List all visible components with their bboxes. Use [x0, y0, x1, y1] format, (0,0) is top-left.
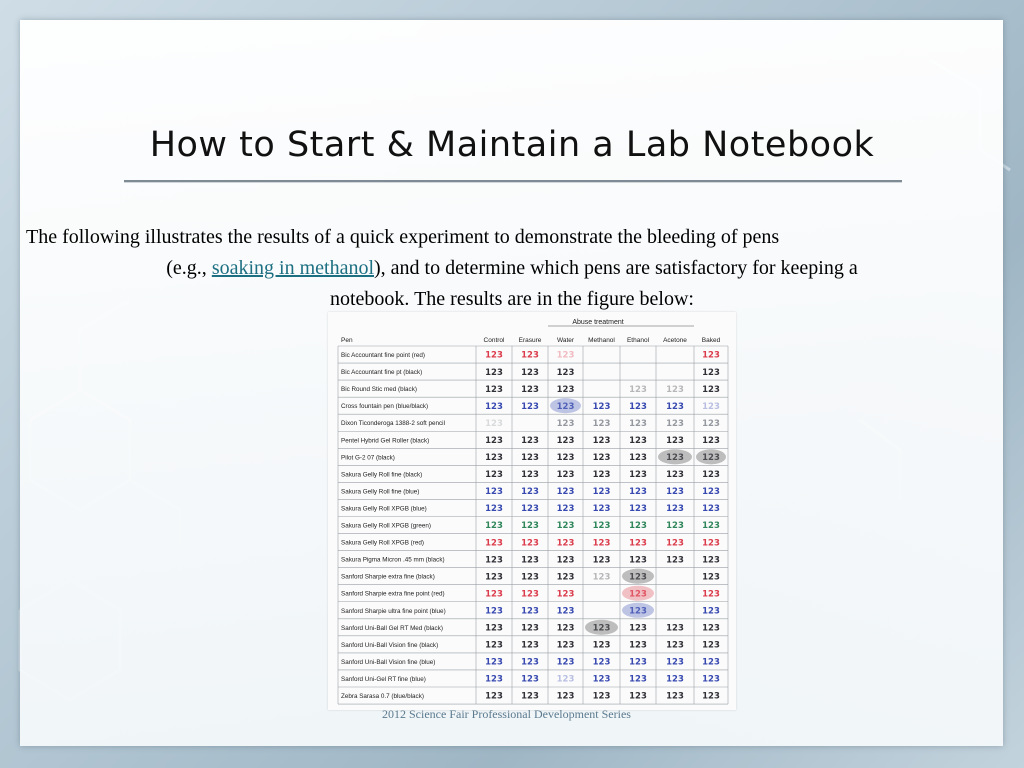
pen-sample: 123 — [485, 572, 503, 583]
pen-sample: 123 — [485, 674, 503, 685]
pen-sample: 123 — [556, 555, 575, 566]
pen-sample: 123 — [592, 555, 611, 566]
pen-sample: 123 — [629, 470, 647, 481]
pen-sample: 123 — [485, 384, 503, 395]
pen-sample: 123 — [556, 401, 575, 412]
pen-sample: 123 — [666, 674, 684, 685]
pen-name: Bic Accountant fine pt (black) — [341, 369, 423, 377]
pen-sample: 123 — [666, 657, 684, 668]
pen-sample: 123 — [485, 453, 503, 464]
pen-sample: 123 — [521, 589, 539, 600]
pen-sample: 123 — [629, 435, 647, 446]
soaking-in-methanol-link[interactable]: soaking in methanol — [211, 257, 375, 279]
pen-sample: 123 — [556, 350, 575, 361]
pen-name: Pentel Hybrid Gel Roller (black) — [341, 437, 430, 445]
pen-sample: 123 — [521, 521, 539, 532]
pen-sample: 123 — [485, 504, 503, 515]
pen-sample: 123 — [485, 367, 503, 378]
paragraph-prefix: (e.g., — [166, 257, 212, 279]
pen-name: Cross fountain pen (blue/black) — [341, 403, 429, 411]
pen-sample: 123 — [702, 401, 720, 412]
pen-sample: 123 — [629, 487, 647, 498]
pen-sample: 123 — [521, 435, 539, 446]
slide-footer: 2012 Science Fair Professional Development Series — [382, 707, 631, 721]
pen-sample: 123 — [485, 657, 503, 668]
pen-sample: 123 — [556, 418, 575, 429]
pen-sample: 123 — [556, 657, 575, 668]
pen-sample: 123 — [592, 504, 611, 515]
pen-sample: 123 — [556, 487, 575, 498]
pen-sample: 123 — [666, 538, 684, 549]
pen-sample: 123 — [629, 589, 647, 600]
pen-sample: 123 — [592, 623, 611, 634]
paragraph-after-link: ), and to determine which pens are satisfactory for keeping a — [374, 257, 858, 279]
pen-sample: 123 — [592, 538, 611, 549]
pen-sample: 123 — [592, 487, 611, 498]
pen-sample: 123 — [485, 555, 503, 566]
pen-sample: 123 — [702, 572, 720, 583]
pen-name: Sanford Sharpie extra fine (black) — [341, 573, 435, 581]
pen-sample: 123 — [592, 521, 611, 532]
pen-sample: 123 — [629, 384, 647, 395]
pen-sample: 123 — [702, 623, 720, 634]
column-header-erasure: Erasure — [518, 337, 542, 344]
pen-sample: 123 — [702, 606, 720, 617]
pen-sample: 123 — [521, 401, 539, 412]
pen-sample: 123 — [485, 435, 503, 446]
pen-sample: 123 — [702, 453, 720, 464]
pen-name: Sanford Uni-Ball Vision fine (blue) — [341, 658, 436, 666]
pen-sample: 123 — [629, 521, 647, 532]
pen-sample: 123 — [666, 521, 684, 532]
pen-sample: 123 — [702, 350, 720, 361]
pen-sample: 123 — [521, 384, 539, 395]
pen-sample: 123 — [521, 674, 539, 685]
pen-sample: 123 — [485, 487, 503, 498]
pen-sample: 123 — [702, 435, 720, 446]
paragraph-line-3: notebook. The results are in the figure below: — [330, 288, 694, 310]
pen-sample: 123 — [666, 401, 684, 412]
pen-sample: 123 — [629, 538, 647, 549]
pen-sample: 123 — [666, 504, 684, 515]
pen-name: Sakura Gelly Roll fine (black) — [341, 471, 423, 479]
pen-sample: 123 — [485, 623, 503, 634]
pen-sample: 123 — [629, 504, 647, 515]
pen-sample: 123 — [521, 555, 539, 566]
pen-sample: 123 — [629, 572, 647, 583]
pen-sample: 123 — [521, 640, 539, 651]
pen-sample: 123 — [592, 401, 611, 412]
pen-sample: 123 — [556, 384, 575, 395]
pen-sample: 123 — [485, 401, 503, 412]
slide-paragraph — [26, 222, 998, 315]
pen-sample: 123 — [556, 504, 575, 515]
title-divider — [124, 180, 902, 182]
pen-sample: 123 — [702, 487, 720, 498]
pen-sample: 123 — [702, 418, 720, 429]
pen-name: Dixon Ticonderoga 1388-2 soft pencil — [341, 420, 445, 428]
pen-sample: 123 — [702, 657, 720, 668]
pen-sample: 123 — [485, 691, 503, 702]
pen-sample: 123 — [702, 367, 720, 378]
pen-sample: 123 — [556, 640, 575, 651]
pen-sample: 123 — [592, 657, 611, 668]
pen-sample: 123 — [521, 470, 539, 481]
column-header-pen: Pen — [341, 337, 353, 344]
pen-sample: 123 — [521, 657, 539, 668]
pen-sample: 123 — [485, 470, 503, 481]
column-header-control: Control — [483, 337, 505, 344]
pen-sample: 123 — [702, 555, 720, 566]
pen-name: Sakura Gelly Roll XPGB (green) — [341, 522, 431, 530]
pen-sample: 123 — [592, 572, 611, 583]
pen-sample: 123 — [629, 555, 647, 566]
pen-sample: 123 — [485, 606, 503, 617]
pen-sample: 123 — [521, 350, 539, 361]
pen-name: Sanford Uni-Ball Gel RT Med (black) — [341, 624, 443, 632]
pen-name: Sakura Gelly Roll XPGB (blue) — [341, 505, 427, 513]
pen-name: Bic Accountant fine point (red) — [341, 352, 426, 360]
pen-test-table — [328, 312, 736, 710]
pen-sample: 123 — [521, 691, 539, 702]
pen-sample: 123 — [666, 640, 684, 651]
pen-sample: 123 — [592, 470, 611, 481]
pen-sample: 123 — [521, 623, 539, 634]
pen-sample: 123 — [556, 691, 575, 702]
pen-sample: 123 — [629, 401, 647, 412]
pen-sample: 123 — [592, 435, 611, 446]
pen-sample: 123 — [702, 538, 720, 549]
pen-sample: 123 — [592, 453, 611, 464]
pen-sample: 123 — [592, 691, 611, 702]
pen-sample: 123 — [702, 640, 720, 651]
pen-sample: 123 — [521, 606, 539, 617]
pen-sample: 123 — [702, 470, 720, 481]
column-header-acetone: Acetone — [663, 337, 687, 344]
pen-sample: 123 — [666, 384, 684, 395]
column-header-water: Water — [556, 337, 575, 344]
pen-name: Sanford Sharpie extra fine point (red) — [341, 590, 445, 598]
group-header-label: Abuse treatment — [572, 319, 624, 326]
pen-sample: 123 — [702, 691, 720, 702]
pen-sample: 123 — [485, 589, 503, 600]
pen-name: Sanford Uni-Gel RT fine (blue) — [341, 675, 426, 683]
paragraph-line-1: The following illustrates the results of a quick experiment to demonstrate the bleeding of pens — [26, 226, 780, 248]
pen-name: Sanford Sharpie ultra fine point (blue) — [341, 607, 446, 615]
pen-name: Pilot G-2 07 (black) — [341, 454, 395, 462]
pen-sample: 123 — [666, 555, 684, 566]
pen-sample: 123 — [629, 453, 647, 464]
pen-sample: 123 — [521, 487, 539, 498]
pen-sample: 123 — [702, 504, 720, 515]
pen-sample: 123 — [556, 623, 575, 634]
pen-sample: 123 — [556, 367, 575, 378]
pen-sample: 123 — [485, 350, 503, 361]
pen-sample: 123 — [702, 589, 720, 600]
pen-sample: 123 — [702, 384, 720, 395]
pen-sample: 123 — [666, 418, 684, 429]
pen-name: Zebra Sarasa 0.7 (blue/black) — [341, 693, 424, 701]
column-header-baked: Baked — [701, 337, 721, 344]
pen-sample: 123 — [629, 606, 647, 617]
pen-sample: 123 — [485, 640, 503, 651]
pen-sample: 123 — [521, 538, 539, 549]
pen-sample: 123 — [702, 674, 720, 685]
pen-name: Bic Round Stic med (black) — [341, 386, 417, 394]
pen-sample: 123 — [521, 367, 539, 378]
pen-sample: 123 — [702, 521, 720, 532]
pen-sample: 123 — [556, 538, 575, 549]
pen-sample: 123 — [666, 453, 684, 464]
pen-sample: 123 — [592, 418, 611, 429]
pen-sample: 123 — [485, 538, 503, 549]
pen-sample: 123 — [556, 470, 575, 481]
pen-sample: 123 — [556, 521, 575, 532]
pen-sample: 123 — [629, 691, 647, 702]
pen-sample: 123 — [556, 453, 575, 464]
pen-sample: 123 — [666, 623, 684, 634]
pen-sample: 123 — [629, 657, 647, 668]
pen-sample: 123 — [629, 623, 647, 634]
pen-sample: 123 — [556, 435, 575, 446]
pen-sample: 123 — [592, 640, 611, 651]
pen-sample: 123 — [556, 606, 575, 617]
pen-bleed-figure — [328, 312, 736, 710]
pen-sample: 123 — [521, 572, 539, 583]
column-header-ethanol: Ethanol — [626, 337, 650, 344]
pen-sample: 123 — [666, 691, 684, 702]
pen-name: Sakura Gelly Roll fine (blue) — [341, 488, 420, 496]
pen-sample: 123 — [556, 674, 575, 685]
pen-sample: 123 — [666, 470, 684, 481]
column-header-methanol: Methanol — [588, 337, 615, 344]
pen-sample: 123 — [521, 504, 539, 515]
pen-sample: 123 — [556, 572, 575, 583]
pen-sample: 123 — [666, 435, 684, 446]
pen-name: Sanford Uni-Ball Vision fine (black) — [341, 641, 439, 649]
pen-sample: 123 — [521, 453, 539, 464]
pen-sample: 123 — [485, 418, 503, 429]
pen-name: Sakura Gelly Roll XPGB (red) — [341, 539, 424, 547]
pen-sample: 123 — [485, 521, 503, 532]
pen-sample: 123 — [629, 418, 647, 429]
slide-title: How to Start & Maintain a Lab Notebook — [149, 125, 875, 165]
pen-sample: 123 — [556, 589, 575, 600]
pen-sample: 123 — [592, 674, 611, 685]
pen-sample: 123 — [666, 487, 684, 498]
pen-sample: 123 — [629, 674, 647, 685]
pen-name: Sakura Pigma Micron .45 mm (black) — [341, 556, 445, 564]
pen-sample: 123 — [629, 640, 647, 651]
